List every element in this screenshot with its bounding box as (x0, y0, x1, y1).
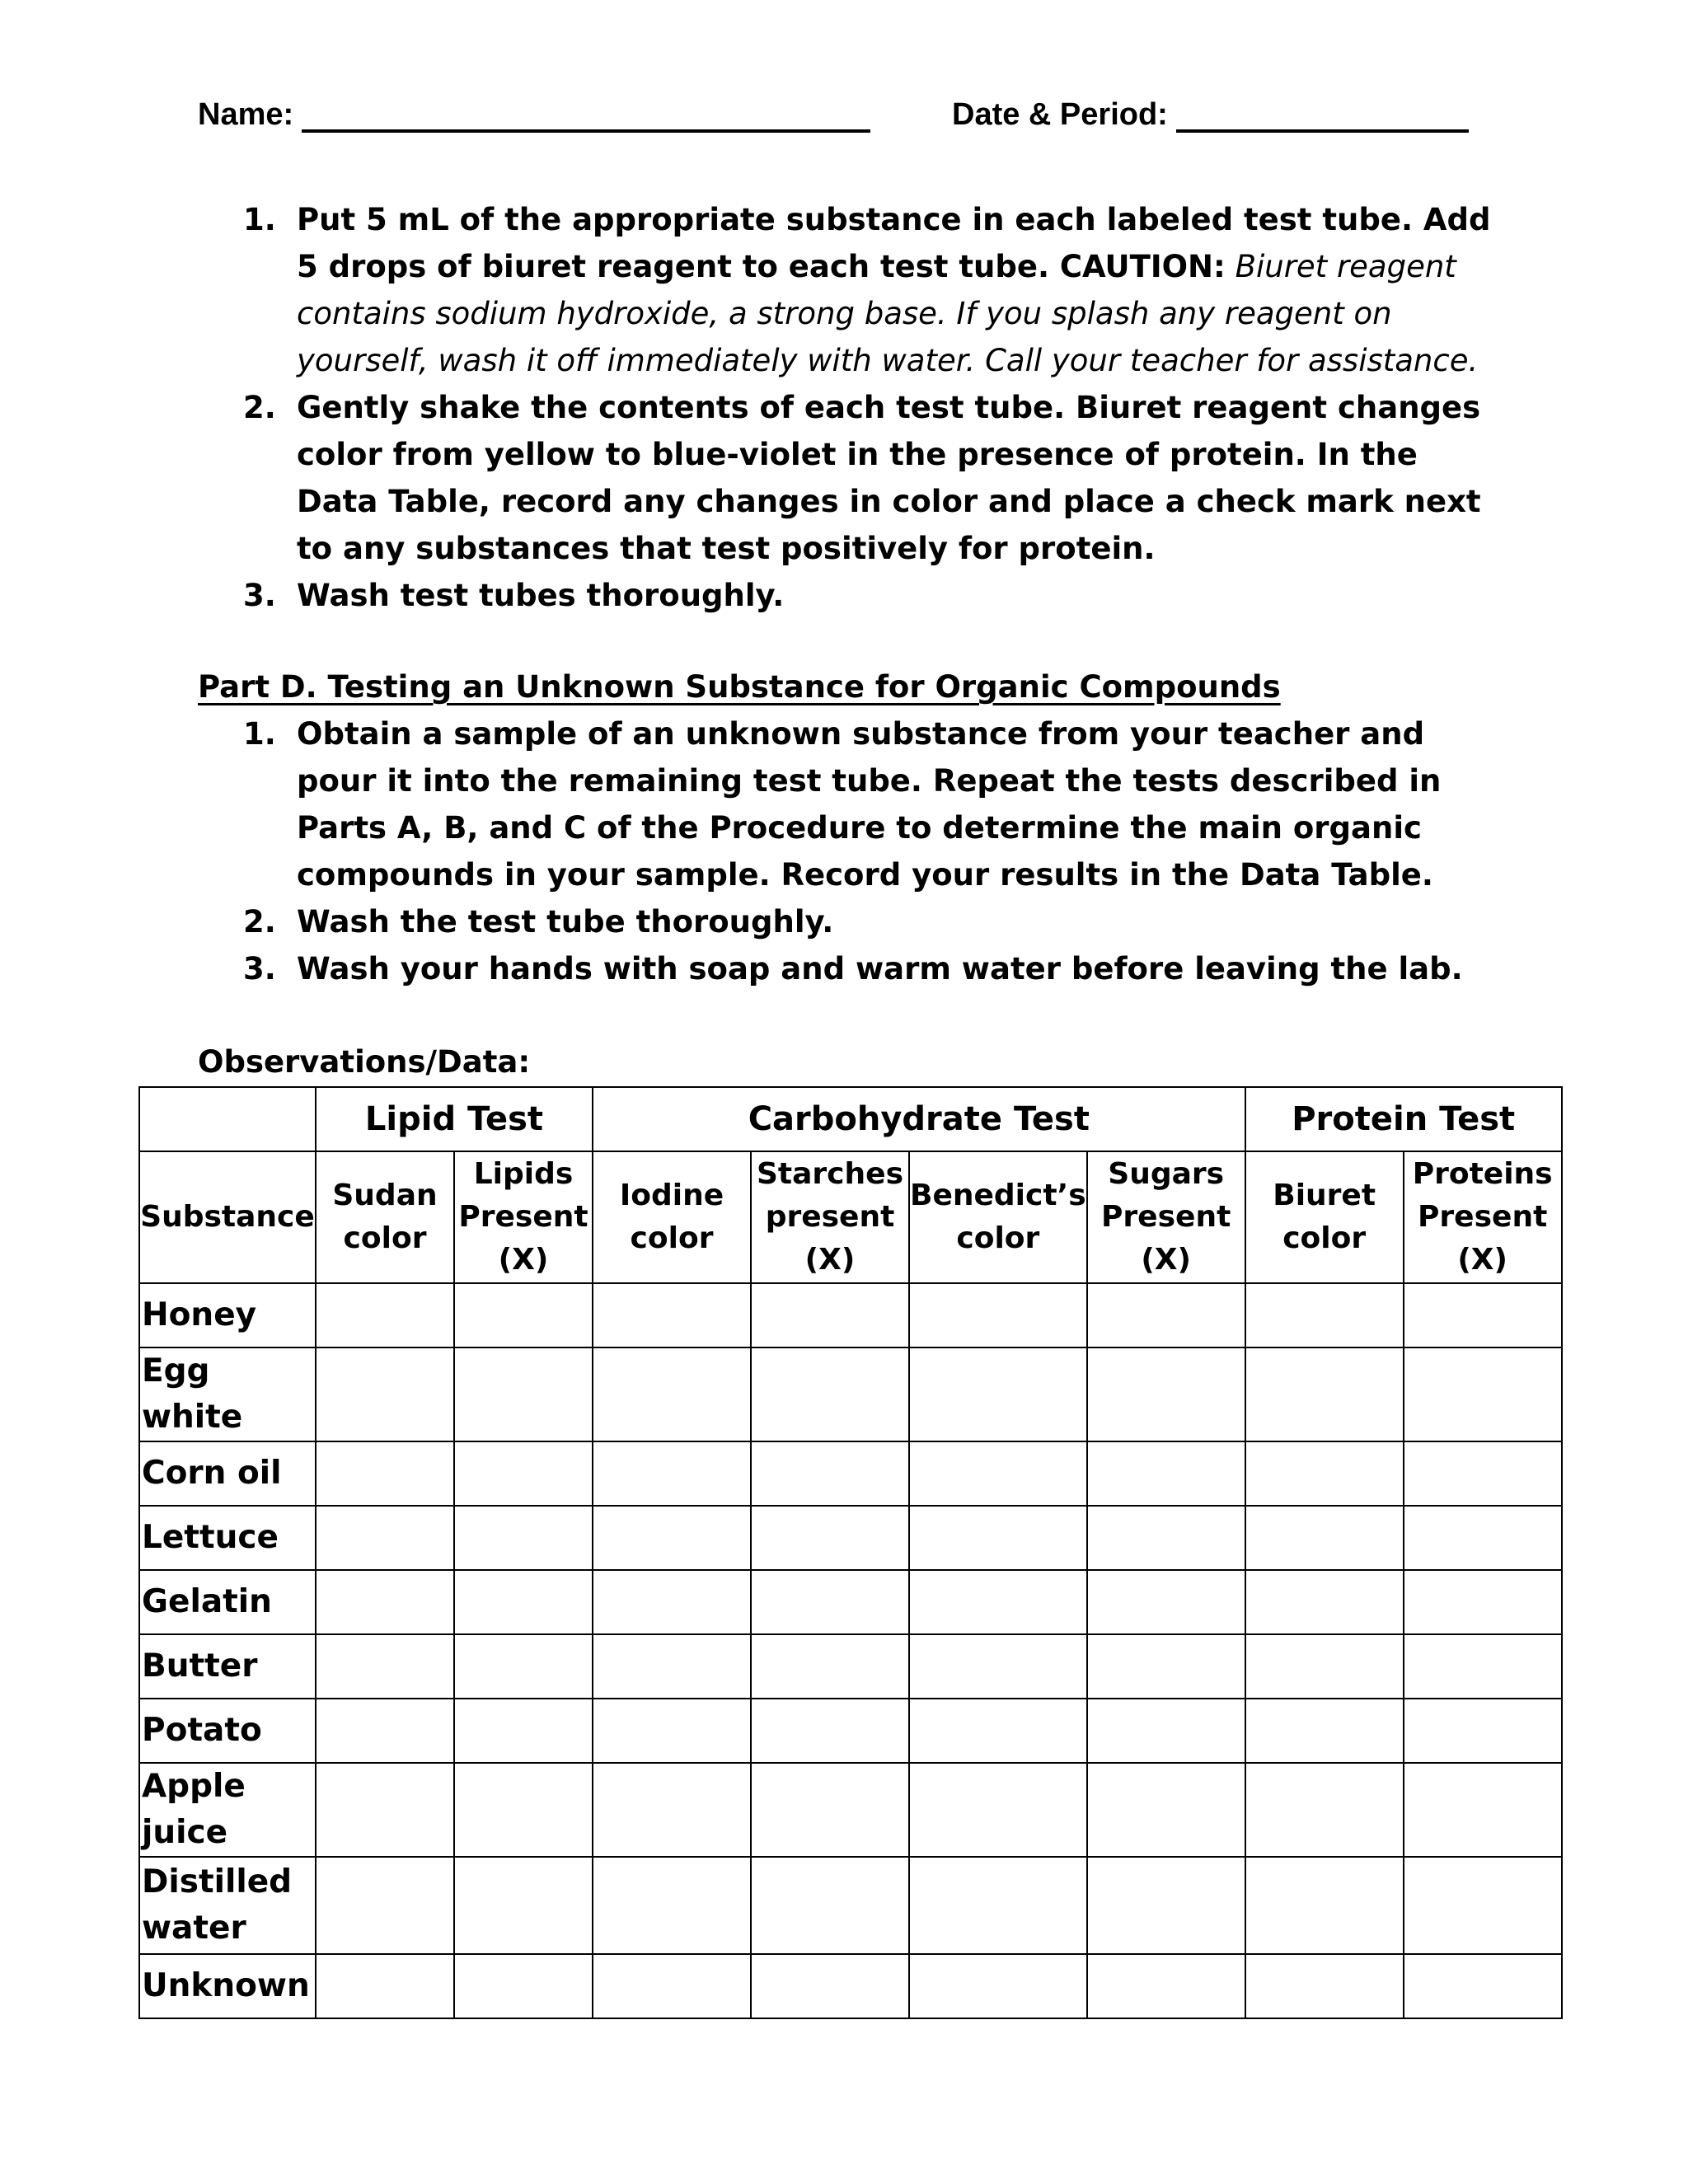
table-row (139, 1763, 1562, 1857)
lipid-test-header: Lipid Test (316, 1087, 593, 1151)
protein-test-header: Protein Test (1245, 1087, 1562, 1151)
data-entry-cell[interactable] (1087, 1857, 1245, 1954)
data-entry-cell[interactable] (1245, 1634, 1404, 1699)
table-row (139, 1570, 1562, 1634)
table-row (139, 1283, 1562, 1347)
data-entry-cell[interactable] (1245, 1347, 1404, 1441)
step-number: 2. (243, 390, 276, 425)
table-row (139, 1347, 1562, 1441)
data-entry-cell[interactable] (1245, 1441, 1404, 1506)
data-entry-cell[interactable] (909, 1763, 1087, 1857)
table-row (139, 1954, 1562, 2018)
data-entry-cell[interactable] (454, 1283, 593, 1347)
data-entry-cell[interactable] (1404, 1283, 1562, 1347)
table-row (139, 1506, 1562, 1570)
data-entry-cell[interactable] (316, 1506, 454, 1570)
data-entry-cell[interactable] (751, 1634, 909, 1699)
data-entry-cell[interactable] (454, 1570, 593, 1634)
step-number: 2. (243, 904, 276, 940)
data-entry-cell[interactable] (1404, 1954, 1562, 2018)
benedicts-color-header: Benedict’s color (909, 1151, 1087, 1283)
data-entry-cell[interactable] (454, 1634, 593, 1699)
data-entry-cell[interactable] (1087, 1506, 1245, 1570)
data-entry-cell[interactable] (751, 1283, 909, 1347)
step-item (0, 572, 1500, 619)
substance-name-cell: Butter (139, 1634, 316, 1699)
substance-name-cell: Distilled water (139, 1857, 316, 1954)
data-entry-cell[interactable] (751, 1857, 909, 1954)
data-entry-cell[interactable] (909, 1570, 1087, 1634)
data-entry-cell[interactable] (316, 1570, 454, 1634)
data-entry-cell[interactable] (1087, 1441, 1245, 1506)
lipids-present-header: Lipids Present (X) (454, 1151, 593, 1283)
data-entry-cell[interactable] (1087, 1954, 1245, 2018)
data-entry-cell[interactable] (751, 1570, 909, 1634)
data-entry-cell[interactable] (593, 1570, 751, 1634)
step-item (0, 196, 1500, 384)
data-entry-cell[interactable] (593, 1763, 751, 1857)
data-entry-cell[interactable] (1087, 1347, 1245, 1441)
substance-header: Substance (139, 1151, 316, 1283)
iodine-color-header: Iodine color (593, 1151, 751, 1283)
date-period-label: Date & Period: (952, 97, 1168, 132)
data-entry-cell[interactable] (909, 1699, 1087, 1763)
step-item (0, 710, 1500, 898)
part-d-steps (0, 710, 1500, 992)
data-entry-cell[interactable] (454, 1763, 593, 1857)
data-entry-cell[interactable] (909, 1857, 1087, 1954)
name-field[interactable] (198, 97, 870, 133)
step-number: 1. (243, 202, 276, 237)
data-entry-cell[interactable] (316, 1699, 454, 1763)
data-entry-cell[interactable] (593, 1857, 751, 1954)
data-entry-cell[interactable] (909, 1634, 1087, 1699)
data-entry-cell[interactable] (909, 1283, 1087, 1347)
data-entry-cell[interactable] (454, 1506, 593, 1570)
step-item (0, 898, 1500, 945)
data-entry-cell[interactable] (1087, 1634, 1245, 1699)
data-entry-cell[interactable] (751, 1699, 909, 1763)
step-text: Gently shake the contents of each test tube. Biuret reagent changes color from yellow to blue-violet in the presence of protein. In the Data Table, record any changes in color and place a check mark next to any substances that test positively for protein. (297, 390, 1481, 566)
data-entry-cell[interactable] (316, 1763, 454, 1857)
part-c-steps (0, 196, 1500, 619)
step-text: Wash test tubes thoroughly. (297, 578, 785, 613)
data-entry-cell[interactable] (454, 1699, 593, 1763)
data-entry-cell[interactable] (1404, 1763, 1562, 1857)
name-label: Name: (198, 97, 294, 132)
table-row (139, 1634, 1562, 1699)
step-item (0, 384, 1500, 572)
data-entry-cell[interactable] (316, 1283, 454, 1347)
data-entry-cell[interactable] (1245, 1857, 1404, 1954)
step-number: 1. (243, 716, 276, 752)
data-entry-cell[interactable] (1087, 1763, 1245, 1857)
substance-name-cell: Lettuce (139, 1506, 316, 1570)
data-entry-cell[interactable] (1404, 1441, 1562, 1506)
table-row (139, 1699, 1562, 1763)
data-entry-cell[interactable] (1245, 1506, 1404, 1570)
data-entry-cell[interactable] (593, 1699, 751, 1763)
starches-present-header: Starches present (X) (751, 1151, 909, 1283)
data-entry-cell[interactable] (1245, 1570, 1404, 1634)
data-entry-cell[interactable] (593, 1506, 751, 1570)
step-text: Wash your hands with soap and warm water before leaving the lab. (297, 951, 1463, 987)
corner-cell (139, 1087, 316, 1151)
substance-name-cell: Egg white (139, 1347, 316, 1441)
data-entry-cell[interactable] (909, 1347, 1087, 1441)
data-entry-cell[interactable] (909, 1954, 1087, 2018)
data-entry-cell[interactable] (593, 1441, 751, 1506)
data-entry-cell[interactable] (909, 1506, 1087, 1570)
step-number: 3. (243, 578, 276, 613)
data-entry-cell[interactable] (593, 1954, 751, 2018)
caution-text: Biuret reagent contains sodium hydroxide, a strong base. If you splash any reagent on yourself, wash it off immediately with water. Call your teacher for assistance. (297, 249, 1479, 378)
data-entry-cell[interactable] (751, 1763, 909, 1857)
substance-name-cell: Corn oil (139, 1441, 316, 1506)
step-text: Obtain a sample of an unknown substance from your teacher and pour it into the remaining test tube. Repeat the tests described in Parts A, B, and C of the Procedure to determine the main organic compounds in your sample. Record your results in the Data Table. (297, 716, 1442, 893)
table-row (139, 1857, 1562, 1954)
data-entry-cell[interactable] (1404, 1506, 1562, 1570)
data-entry-cell[interactable] (316, 1954, 454, 2018)
data-entry-cell[interactable] (1245, 1954, 1404, 2018)
data-entry-cell[interactable] (1245, 1763, 1404, 1857)
data-entry-cell[interactable] (454, 1347, 593, 1441)
data-entry-cell[interactable] (1245, 1283, 1404, 1347)
data-entry-cell[interactable] (1404, 1634, 1562, 1699)
data-entry-cell[interactable] (316, 1347, 454, 1441)
data-entry-cell[interactable] (316, 1634, 454, 1699)
data-entry-cell[interactable] (1404, 1570, 1562, 1634)
date-period-blank[interactable] (1176, 101, 1469, 133)
substance-name-cell: Unknown (139, 1954, 316, 2018)
table-row (139, 1441, 1562, 1506)
data-entry-cell[interactable] (1404, 1857, 1562, 1954)
header (198, 97, 1484, 147)
substance-name-cell: Potato (139, 1699, 316, 1763)
step-item (0, 945, 1500, 992)
table-body (139, 1283, 1562, 2018)
data-table (138, 1086, 1563, 2019)
substance-name-cell: Gelatin (139, 1570, 316, 1634)
data-entry-cell[interactable] (751, 1347, 909, 1441)
biuret-color-header: Biuret color (1245, 1151, 1404, 1283)
data-entry-cell[interactable] (454, 1857, 593, 1954)
proteins-present-header: Proteins Present (X) (1404, 1151, 1562, 1283)
substance-name-cell: Apple juice (139, 1763, 316, 1857)
carbohydrate-test-header: Carbohydrate Test (593, 1087, 1245, 1151)
data-entry-cell[interactable] (751, 1441, 909, 1506)
date-period-field[interactable] (952, 97, 1469, 133)
data-entry-cell[interactable] (1087, 1699, 1245, 1763)
sugars-present-header: Sugars Present (X) (1087, 1151, 1245, 1283)
data-entry-cell[interactable] (1404, 1347, 1562, 1441)
sudan-color-header: Sudan color (316, 1151, 454, 1283)
name-blank[interactable] (302, 101, 870, 133)
data-entry-cell[interactable] (454, 1954, 593, 2018)
data-entry-cell[interactable] (316, 1857, 454, 1954)
data-entry-cell[interactable] (316, 1441, 454, 1506)
data-entry-cell[interactable] (454, 1441, 593, 1506)
substance-name-cell: Honey (139, 1283, 316, 1347)
data-entry-cell[interactable] (1245, 1699, 1404, 1763)
observations-title: Observations/Data: (198, 1044, 531, 1080)
data-entry-cell[interactable] (751, 1506, 909, 1570)
data-entry-cell[interactable] (593, 1634, 751, 1699)
data-entry-cell[interactable] (593, 1347, 751, 1441)
data-entry-cell[interactable] (1087, 1283, 1245, 1347)
step-text: Put 5 mL of the appropriate substance in each labeled test tube. Add 5 drops of biuret reagent to each test tube. CAUTION: (297, 202, 1491, 284)
step-number: 3. (243, 951, 276, 987)
data-entry-cell[interactable] (1404, 1699, 1562, 1763)
part-d-title: Part D. Testing an Unknown Substance for Organic Compounds (198, 669, 1281, 705)
data-entry-cell[interactable] (1087, 1570, 1245, 1634)
data-entry-cell[interactable] (593, 1283, 751, 1347)
data-entry-cell[interactable] (909, 1441, 1087, 1506)
step-text: Wash the test tube thoroughly. (297, 904, 834, 940)
data-entry-cell[interactable] (751, 1954, 909, 2018)
